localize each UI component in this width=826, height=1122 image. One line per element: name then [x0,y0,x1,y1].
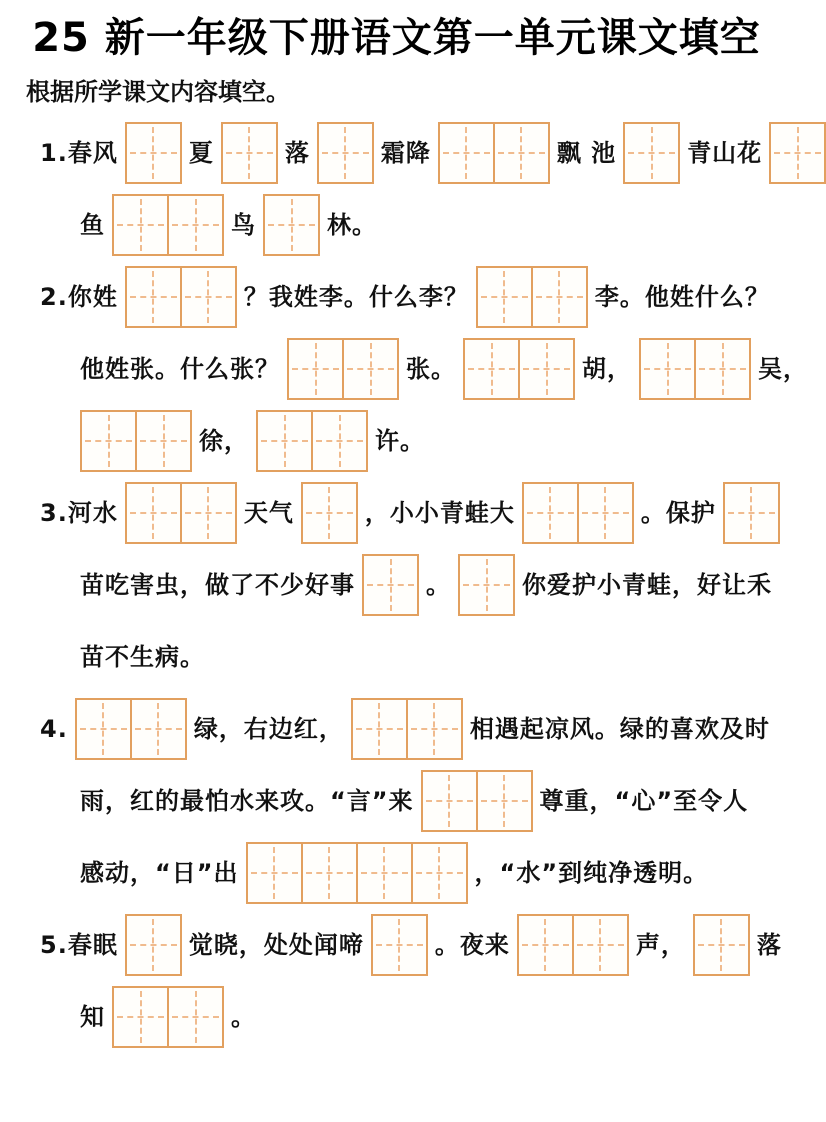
worksheet-line-8 [24,625,769,689]
tianzige-box [518,338,575,400]
tianzige-box [221,122,278,184]
tianzige-box [180,482,237,544]
worksheet-line-7 [24,553,772,617]
answer-box-group [639,338,751,400]
line-text: 鸟 [231,211,256,239]
line-text: 鱼 [80,211,105,239]
tianzige-box [463,338,520,400]
tianzige-box [317,122,374,184]
tianzige-box [301,482,358,544]
tianzige-box [256,410,313,472]
line-text: 青山花 [687,139,763,167]
tianzige-box [130,698,187,760]
tianzige-box [531,266,588,328]
tianzige-box [125,122,182,184]
worksheet-line-2 [24,193,769,257]
worksheet-line-1 [24,121,769,185]
line-text: 尊重，“心”至令人 [539,787,749,815]
tianzige-box [362,554,419,616]
line-text: 林。 [327,211,377,239]
worksheet-line-12 [24,913,782,977]
answer-box-group [351,698,463,760]
answer-box-group [371,914,428,976]
worksheet-body [24,121,808,1057]
worksheet-line-9 [24,697,769,761]
line-text: 觉晓，处处闻啼 [188,931,364,959]
tianzige-box [694,338,751,400]
tianzige-box [80,410,137,472]
line-text: 落 [756,931,782,959]
answer-box-group [463,338,575,400]
tianzige-box [476,266,533,328]
worksheet-line-6 [24,481,769,545]
line-text: 徐， [199,427,249,455]
tianzige-box [639,338,696,400]
tianzige-box [342,338,399,400]
worksheet-line-3 [24,265,769,329]
worksheet-line-11 [24,841,769,905]
tianzige-box [246,842,303,904]
line-text: 绿，右边红， [193,715,344,743]
answer-box-group [112,194,224,256]
tianzige-box [167,986,224,1048]
line-text: ，“水”到纯净透明。 [474,859,709,887]
line-text: 吴， [758,355,808,383]
answer-box-group [75,698,187,760]
line-text: 。 [426,571,451,599]
tianzige-box [406,698,463,760]
line-text: 胡， [582,355,632,383]
tianzige-box [112,194,169,256]
line-text: 相遇起凉风。绿的喜欢及时 [469,715,770,743]
answer-box-group [221,122,278,184]
tianzige-box [769,122,826,184]
tianzige-box [125,914,182,976]
answer-box-group [476,266,588,328]
answer-box-group [723,482,780,544]
tianzige-box [125,266,182,328]
answer-box-group [125,482,237,544]
line-text: 许。 [375,427,425,455]
tianzige-box [167,194,224,256]
answer-box-group [517,914,629,976]
line-text: 天气 [243,499,294,527]
line-text: 你爱护小青蛙，好让禾 [522,571,772,599]
tianzige-box [311,410,368,472]
page-title: 25 新一年级下册语文第一单元课文填空 [32,15,761,61]
tianzige-box [135,410,192,472]
answer-box-group [421,770,533,832]
tianzige-box [301,842,358,904]
tianzige-box [458,554,515,616]
answer-box-group [301,482,358,544]
line-text: 飘 池 [556,139,617,167]
line-text: 5.春眠 [40,931,118,959]
line-text: 。夜来 [434,931,510,959]
line-text: 雨，红的最怕水来攻。“言”来 [80,787,414,815]
answer-box-group [522,482,634,544]
line-text: 李。他姓什么？ [594,283,770,311]
tianzige-box [263,194,320,256]
tianzige-box [476,770,533,832]
line-text: 2.你姓 [40,283,118,311]
line-text: 知 [80,1003,105,1031]
line-text: 张。 [406,355,456,383]
tianzige-box [623,122,680,184]
tianzige-box [112,986,169,1048]
line-text: 1.春风 [40,139,118,167]
answer-box-group [256,410,368,472]
tianzige-box [287,338,344,400]
tianzige-box [493,122,550,184]
answer-box-group [623,122,680,184]
worksheet-line-4 [24,337,808,401]
line-text: 夏 [188,139,214,167]
line-text: 霜降 [380,139,431,167]
answer-box-group [246,842,468,904]
tianzige-box [438,122,495,184]
tianzige-box [421,770,478,832]
worksheet-line-10 [24,769,769,833]
line-text: ，小小青蛙大 [364,499,515,527]
instructions-text: 根据所学课文内容填空。 [26,78,290,106]
answer-box-group [693,914,750,976]
line-text: 3.河水 [40,499,118,527]
tianzige-box [522,482,579,544]
line-text: 。保护 [640,499,716,527]
tianzige-box [125,482,182,544]
tianzige-box [75,698,132,760]
tianzige-box [411,842,468,904]
answer-box-group [80,410,192,472]
line-text: ？我姓李。什么李？ [243,283,469,311]
answer-box-group [317,122,374,184]
line-text: 4. [40,715,68,743]
tianzige-box [351,698,408,760]
line-text: 声， [635,931,686,959]
line-text: 苗不生病。 [80,643,205,671]
answer-box-group [112,986,224,1048]
worksheet-line-13 [24,985,769,1049]
tianzige-box [371,914,428,976]
line-text: 他姓张。什么张？ [80,355,280,383]
line-text: 苗吃害虫，做了不少好事 [80,571,355,599]
answer-box-group [263,194,320,256]
answer-box-group [125,914,182,976]
tianzige-box [180,266,237,328]
answer-box-group [125,266,237,328]
tianzige-box [723,482,780,544]
answer-box-group [438,122,550,184]
line-text: 。 [231,1003,256,1031]
tianzige-box [572,914,629,976]
tianzige-box [356,842,413,904]
answer-box-group [287,338,399,400]
tianzige-box [577,482,634,544]
tianzige-box [517,914,574,976]
worksheet-line-5 [24,409,769,473]
tianzige-box [693,914,750,976]
answer-box-group [125,122,182,184]
line-text: 落 [284,139,310,167]
answer-box-group [769,122,826,184]
line-text: 感动，“日”出 [80,859,239,887]
answer-box-group [362,554,419,616]
answer-box-group [458,554,515,616]
